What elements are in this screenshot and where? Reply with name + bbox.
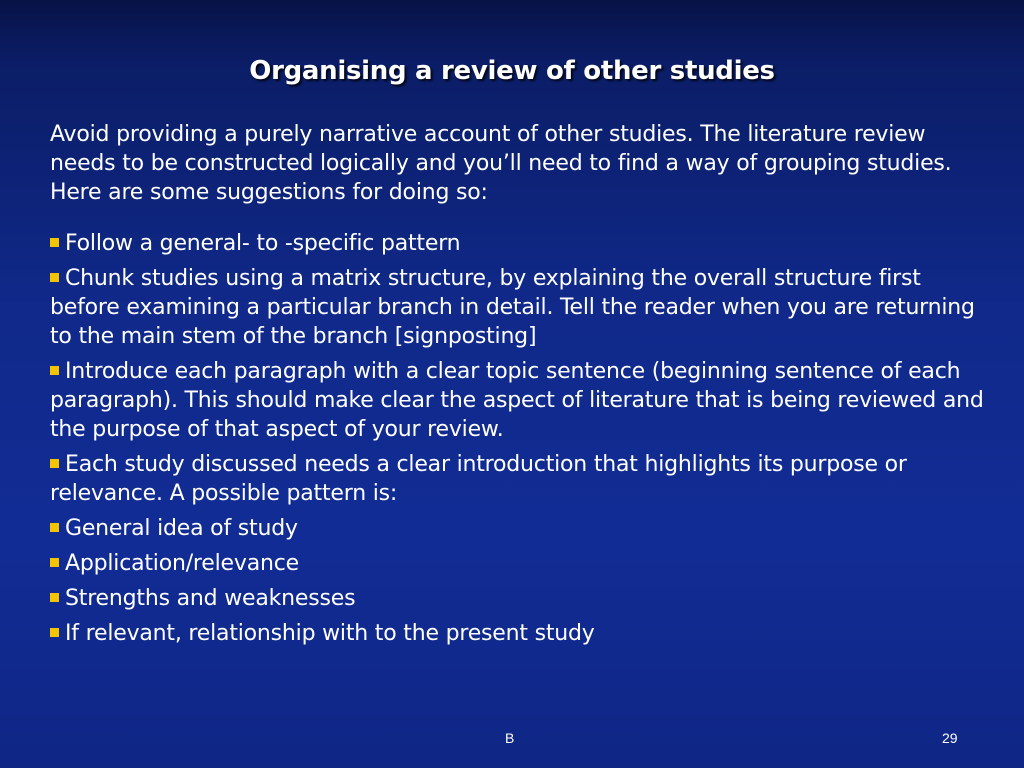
square-bullet-icon: [50, 523, 59, 532]
bullet-text: Application/relevance: [65, 551, 299, 576]
list-item: [50, 450, 995, 508]
square-bullet-icon: [50, 558, 59, 567]
slide-body: [50, 120, 995, 654]
square-bullet-icon: [50, 628, 59, 637]
footer-label: B: [505, 730, 515, 746]
bullet-text: General idea of study: [65, 516, 298, 541]
list-item: [50, 264, 995, 351]
page-number: 29: [942, 730, 958, 746]
square-bullet-icon: [50, 366, 59, 375]
slide-title: Organising a review of other studies: [249, 56, 775, 86]
bullet-text: Follow a general- to -specific pattern: [65, 231, 461, 256]
bullet-text: Chunk studies using a matrix structure, by explaining the overall structure first before examining a particular branch in detail. Tell the reader when you are returning to the main stem of the branch [signposting]: [50, 266, 975, 349]
intro-paragraph: Avoid providing a purely narrative account of other studies. The literature review needs to be constructed logically and you’ll need to find a way of grouping studies. Here are some suggestions for doing so:: [50, 122, 952, 205]
bullet-text: If relevant, relationship with to the present study: [65, 621, 595, 646]
list-item: [50, 229, 995, 258]
square-bullet-icon: [50, 459, 59, 468]
bullet-text: Each study discussed needs a clear introduction that highlights its purpose or relevance. A possible pattern is:: [50, 452, 907, 506]
bullet-text: Introduce each paragraph with a clear topic sentence (beginning sentence of each paragraph). This should make clear the aspect of literature that is being reviewed and the purpose of that aspect of your review.: [50, 359, 984, 442]
list-item: [50, 549, 995, 578]
square-bullet-icon: [50, 593, 59, 602]
bullet-list: [50, 229, 995, 648]
square-bullet-icon: [50, 273, 59, 282]
bullet-text: Strengths and weaknesses: [65, 586, 356, 611]
list-item: [50, 619, 995, 648]
list-item: [50, 584, 995, 613]
square-bullet-icon: [50, 238, 59, 247]
list-item: [50, 357, 995, 444]
list-item: [50, 514, 995, 543]
